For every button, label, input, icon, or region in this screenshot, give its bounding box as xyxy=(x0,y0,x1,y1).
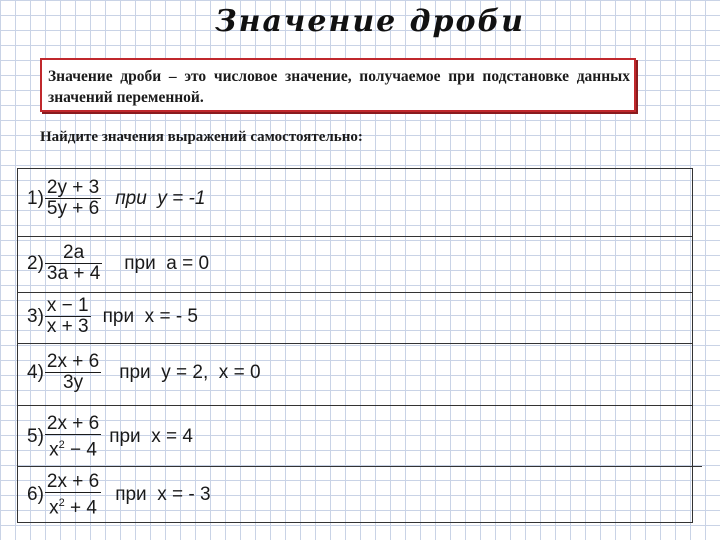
denominator xyxy=(47,493,99,518)
definition-box xyxy=(40,58,636,112)
numerator: 2a xyxy=(63,242,85,263)
page-title: Значение дроби xyxy=(214,4,525,39)
denominator-base: x xyxy=(49,439,59,461)
fraction xyxy=(45,472,101,518)
row-divider xyxy=(17,292,693,293)
condition: при x = - 5 xyxy=(102,305,198,327)
denominator: 3a + 4 xyxy=(46,263,101,284)
condition: при x = 4 xyxy=(109,426,193,448)
problem-number: 3) xyxy=(27,305,44,327)
fraction xyxy=(45,296,91,337)
problem-number: 4) xyxy=(27,361,44,383)
condition: при x = - 3 xyxy=(115,484,211,506)
condition: при y = 2, x = 0 xyxy=(119,361,261,383)
numerator: 2x + 6 xyxy=(46,351,100,372)
exponent: 2 xyxy=(58,439,65,451)
condition: при y = -1 xyxy=(115,187,206,209)
problem-2 xyxy=(27,243,209,284)
problem-number: 2) xyxy=(27,252,44,274)
definition-text: Значение дроби – это числовое значение, получаемое при подстановке данных значений переменной. xyxy=(48,68,630,106)
problems-table xyxy=(17,168,693,523)
task-instruction: Найдите значения выражений самостоятельно: xyxy=(40,129,363,145)
denominator: 5y + 6 xyxy=(46,198,100,219)
denominator-rest: + 4 xyxy=(64,497,97,519)
problem-3 xyxy=(27,296,198,337)
row-divider xyxy=(17,466,702,467)
exponent: 2 xyxy=(58,497,65,509)
row-divider xyxy=(17,236,693,237)
problem-number: 5) xyxy=(27,426,44,448)
numerator: 2x + 6 xyxy=(46,413,100,434)
fraction xyxy=(45,352,101,393)
problem-number: 6) xyxy=(27,484,44,506)
problem-number: 1) xyxy=(27,187,44,209)
numerator: 2x + 6 xyxy=(46,471,100,492)
problem-5 xyxy=(27,414,193,460)
problem-6 xyxy=(27,472,211,518)
problem-4 xyxy=(27,352,261,393)
denominator-rest: − 4 xyxy=(64,439,97,461)
denominator: x + 3 xyxy=(46,316,89,337)
numerator: 2y + 3 xyxy=(46,177,100,198)
denominator: 3y xyxy=(63,372,84,393)
fraction xyxy=(45,178,101,219)
denominator xyxy=(47,435,99,460)
fraction xyxy=(45,243,102,284)
problem-1 xyxy=(27,178,205,219)
numerator: x − 1 xyxy=(46,295,89,316)
condition: при a = 0 xyxy=(124,252,210,274)
row-divider xyxy=(17,343,693,344)
denominator-base: x xyxy=(49,497,59,519)
row-divider xyxy=(17,405,693,406)
fraction xyxy=(45,414,101,460)
